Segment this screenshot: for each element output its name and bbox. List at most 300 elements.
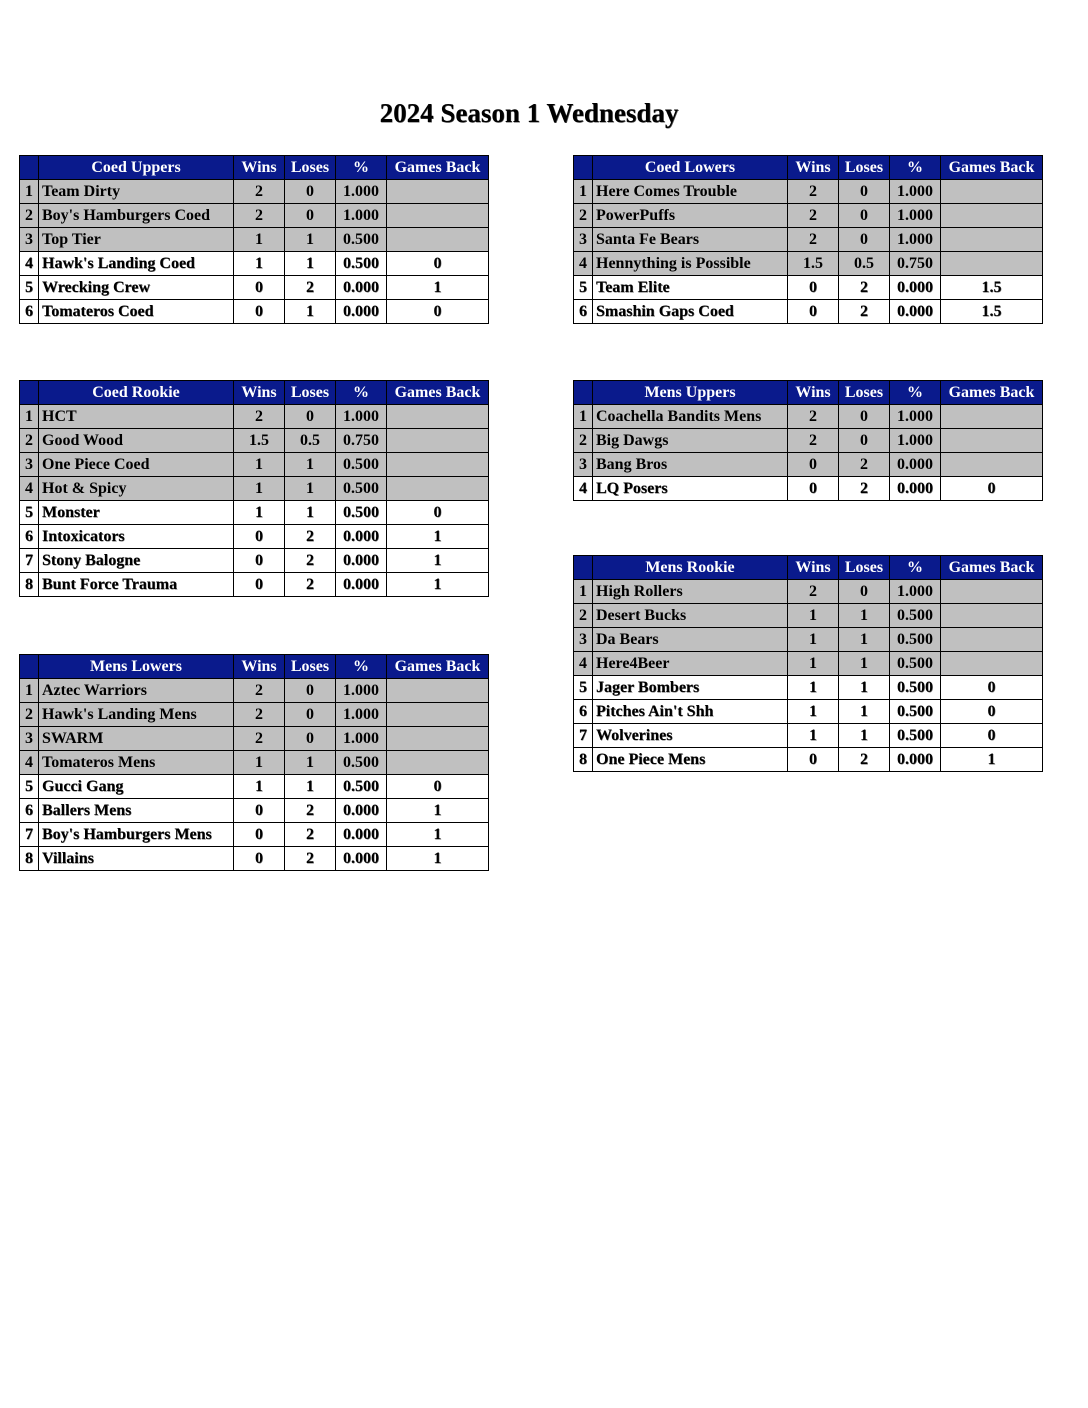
- games-back-cell: [387, 679, 489, 703]
- team-name-cell: Aztec Warriors: [39, 679, 234, 703]
- pct-header: %: [336, 381, 387, 405]
- wins-cell: 0: [234, 276, 285, 300]
- games-back-cell: [941, 204, 1043, 228]
- table-row: [20, 300, 489, 324]
- games-back-header: Games Back: [387, 381, 489, 405]
- games-back-cell: 1: [387, 276, 489, 300]
- loses-cell: 2: [285, 549, 336, 573]
- rank-cell: 1: [20, 180, 39, 204]
- rank-cell: 5: [20, 501, 39, 525]
- team-name-cell: Stony Balogne: [39, 549, 234, 573]
- rank-header: [20, 156, 39, 180]
- loses-cell: 0: [839, 228, 890, 252]
- games-back-cell: 1: [387, 573, 489, 597]
- team-name-cell: Ballers Mens: [39, 799, 234, 823]
- pct-cell: 0.000: [336, 823, 387, 847]
- pct-cell: 1.000: [336, 204, 387, 228]
- wins-header: Wins: [234, 655, 285, 679]
- pct-cell: 1.000: [336, 180, 387, 204]
- table-row: [20, 549, 489, 573]
- wins-cell: 2: [234, 679, 285, 703]
- team-name-cell: Tomateros Coed: [39, 300, 234, 324]
- table-row: [20, 405, 489, 429]
- table-row: [20, 751, 489, 775]
- wins-header: Wins: [234, 156, 285, 180]
- pct-header: %: [890, 156, 941, 180]
- rank-cell: 2: [20, 429, 39, 453]
- pct-cell: 1.000: [890, 228, 941, 252]
- table-row: [20, 799, 489, 823]
- team-name-cell: Hennything is Possible: [593, 252, 788, 276]
- pct-cell: 0.500: [336, 252, 387, 276]
- team-name-cell: Jager Bombers: [593, 676, 788, 700]
- team-name-cell: Pitches Ain't Shh: [593, 700, 788, 724]
- pct-header: %: [890, 556, 941, 580]
- games-back-cell: 0: [941, 477, 1043, 501]
- games-back-cell: [387, 180, 489, 204]
- rank-cell: 4: [20, 751, 39, 775]
- pct-cell: 0.000: [890, 276, 941, 300]
- loses-cell: 1: [285, 477, 336, 501]
- rank-cell: 7: [20, 549, 39, 573]
- pct-cell: 1.000: [336, 727, 387, 751]
- loses-cell: 0: [839, 204, 890, 228]
- loses-cell: 1: [285, 775, 336, 799]
- games-back-cell: [387, 204, 489, 228]
- pct-cell: 0.000: [336, 573, 387, 597]
- pct-cell: 0.750: [890, 252, 941, 276]
- team-name-cell: Boy's Hamburgers Mens: [39, 823, 234, 847]
- team-name-cell: Tomateros Mens: [39, 751, 234, 775]
- pct-cell: 0.500: [336, 228, 387, 252]
- pct-cell: 1.000: [890, 204, 941, 228]
- rank-cell: 6: [574, 700, 593, 724]
- team-name-cell: Intoxicators: [39, 525, 234, 549]
- games-back-cell: 1: [387, 549, 489, 573]
- standings-table-mens-lowers: [19, 654, 489, 871]
- pct-header: %: [890, 381, 941, 405]
- table-row: [574, 700, 1043, 724]
- team-name-cell: Da Bears: [593, 628, 788, 652]
- wins-cell: 1: [234, 501, 285, 525]
- pct-cell: 0.000: [336, 549, 387, 573]
- games-back-cell: 0: [387, 252, 489, 276]
- games-back-cell: [941, 628, 1043, 652]
- games-back-cell: [941, 453, 1043, 477]
- wins-cell: 2: [788, 228, 839, 252]
- table-row: [574, 477, 1043, 501]
- games-back-header: Games Back: [941, 381, 1043, 405]
- loses-cell: 1: [285, 453, 336, 477]
- rank-cell: 3: [20, 453, 39, 477]
- rank-cell: 1: [574, 405, 593, 429]
- rank-cell: 8: [574, 748, 593, 772]
- loses-cell: 2: [285, 573, 336, 597]
- team-name-cell: Wolverines: [593, 724, 788, 748]
- wins-cell: 1: [234, 252, 285, 276]
- team-name-cell: Boy's Hamburgers Coed: [39, 204, 234, 228]
- team-name-cell: LQ Posers: [593, 477, 788, 501]
- wins-header: Wins: [788, 556, 839, 580]
- games-back-cell: [941, 252, 1043, 276]
- loses-header: Loses: [285, 156, 336, 180]
- wins-cell: 2: [788, 405, 839, 429]
- games-back-cell: 0: [387, 501, 489, 525]
- wins-cell: 0: [234, 573, 285, 597]
- team-name-cell: HCT: [39, 405, 234, 429]
- table-header-row: [574, 156, 1043, 180]
- loses-cell: 2: [839, 300, 890, 324]
- pct-cell: 0.000: [336, 799, 387, 823]
- table-row: [20, 679, 489, 703]
- table-row: [574, 228, 1043, 252]
- division-name: Mens Uppers: [593, 381, 788, 405]
- pct-cell: 1.000: [336, 679, 387, 703]
- loses-cell: 2: [285, 823, 336, 847]
- wins-cell: 1: [788, 724, 839, 748]
- loses-cell: 2: [285, 847, 336, 871]
- loses-cell: 0: [285, 679, 336, 703]
- table-row: [574, 724, 1043, 748]
- games-back-cell: [941, 405, 1043, 429]
- rank-cell: 6: [20, 300, 39, 324]
- games-back-cell: [941, 228, 1043, 252]
- table-row: [20, 453, 489, 477]
- rank-header: [20, 655, 39, 679]
- pct-cell: 1.000: [890, 429, 941, 453]
- pct-cell: 0.500: [336, 453, 387, 477]
- table-header-row: [574, 381, 1043, 405]
- pct-cell: 0.500: [890, 700, 941, 724]
- rank-cell: 3: [574, 453, 593, 477]
- pct-cell: 1.000: [336, 703, 387, 727]
- wins-cell: 0: [788, 276, 839, 300]
- pct-cell: 0.000: [890, 748, 941, 772]
- wins-header: Wins: [234, 381, 285, 405]
- table-row: [20, 228, 489, 252]
- table-row: [20, 727, 489, 751]
- team-name-cell: Santa Fe Bears: [593, 228, 788, 252]
- table-header-row: [20, 156, 489, 180]
- rank-header: [574, 556, 593, 580]
- table-header-row: [20, 381, 489, 405]
- rank-cell: 5: [20, 276, 39, 300]
- games-back-cell: [387, 727, 489, 751]
- division-name: Mens Lowers: [39, 655, 234, 679]
- loses-cell: 1: [839, 676, 890, 700]
- table-row: [20, 252, 489, 276]
- loses-cell: 0: [839, 405, 890, 429]
- rank-cell: 2: [574, 604, 593, 628]
- pct-header: %: [336, 156, 387, 180]
- loses-cell: 0.5: [285, 429, 336, 453]
- loses-cell: 2: [285, 799, 336, 823]
- loses-cell: 1: [839, 652, 890, 676]
- games-back-cell: [387, 477, 489, 501]
- wins-cell: 2: [234, 204, 285, 228]
- games-back-cell: 0: [941, 676, 1043, 700]
- wins-cell: 1: [788, 628, 839, 652]
- rank-cell: 5: [574, 676, 593, 700]
- games-back-cell: [387, 703, 489, 727]
- rank-cell: 4: [20, 477, 39, 501]
- pct-cell: 1.000: [336, 405, 387, 429]
- pct-cell: 1.000: [890, 180, 941, 204]
- pct-cell: 0.500: [336, 501, 387, 525]
- games-back-cell: [387, 429, 489, 453]
- rank-cell: 1: [20, 405, 39, 429]
- team-name-cell: Bang Bros: [593, 453, 788, 477]
- table-row: [574, 580, 1043, 604]
- division-name: Coed Uppers: [39, 156, 234, 180]
- loses-cell: 2: [839, 748, 890, 772]
- table-row: [574, 453, 1043, 477]
- wins-cell: 2: [234, 405, 285, 429]
- rank-header: [574, 381, 593, 405]
- rank-header: [20, 381, 39, 405]
- pct-cell: 0.500: [890, 676, 941, 700]
- wins-cell: 0: [788, 453, 839, 477]
- games-back-cell: 1: [387, 525, 489, 549]
- pct-cell: 0.000: [890, 453, 941, 477]
- games-back-cell: 1: [387, 847, 489, 871]
- loses-cell: 2: [285, 276, 336, 300]
- games-back-cell: [941, 652, 1043, 676]
- rank-cell: 1: [574, 580, 593, 604]
- rank-cell: 3: [20, 228, 39, 252]
- standings-table-coed-uppers: [19, 155, 489, 324]
- rank-cell: 6: [574, 300, 593, 324]
- table-row: [574, 604, 1043, 628]
- rank-header: [574, 156, 593, 180]
- team-name-cell: Villains: [39, 847, 234, 871]
- rank-cell: 4: [574, 477, 593, 501]
- rank-cell: 3: [574, 228, 593, 252]
- wins-cell: 2: [234, 703, 285, 727]
- team-name-cell: One Piece Mens: [593, 748, 788, 772]
- games-back-header: Games Back: [941, 156, 1043, 180]
- wins-cell: 0: [234, 799, 285, 823]
- wins-cell: 1: [788, 652, 839, 676]
- table-row: [20, 204, 489, 228]
- table-row: [574, 652, 1043, 676]
- loses-cell: 1: [285, 751, 336, 775]
- table-row: [20, 573, 489, 597]
- wins-cell: 2: [788, 180, 839, 204]
- rank-cell: 2: [574, 429, 593, 453]
- loses-cell: 2: [285, 525, 336, 549]
- table-row: [574, 180, 1043, 204]
- loses-header: Loses: [839, 156, 890, 180]
- team-name-cell: Bunt Force Trauma: [39, 573, 234, 597]
- table-row: [574, 276, 1043, 300]
- rank-cell: 4: [574, 652, 593, 676]
- loses-cell: 1: [285, 228, 336, 252]
- pct-cell: 0.000: [890, 300, 941, 324]
- table-row: [20, 501, 489, 525]
- rank-cell: 6: [20, 525, 39, 549]
- games-back-cell: 1: [387, 823, 489, 847]
- team-name-cell: Coachella Bandits Mens: [593, 405, 788, 429]
- loses-header: Loses: [285, 655, 336, 679]
- pct-cell: 0.000: [890, 477, 941, 501]
- games-back-cell: 1: [387, 799, 489, 823]
- wins-cell: 1: [234, 453, 285, 477]
- pct-cell: 0.500: [890, 604, 941, 628]
- games-back-cell: [387, 453, 489, 477]
- loses-header: Loses: [839, 381, 890, 405]
- team-name-cell: Big Dawgs: [593, 429, 788, 453]
- games-back-cell: [387, 751, 489, 775]
- team-name-cell: Hawk's Landing Coed: [39, 252, 234, 276]
- division-name: Coed Lowers: [593, 156, 788, 180]
- table-row: [574, 405, 1043, 429]
- pct-cell: 1.000: [890, 580, 941, 604]
- wins-cell: 0: [788, 748, 839, 772]
- loses-cell: 1: [839, 604, 890, 628]
- rank-cell: 5: [574, 276, 593, 300]
- rank-cell: 5: [20, 775, 39, 799]
- rank-cell: 2: [20, 703, 39, 727]
- standings-table-coed-lowers: [573, 155, 1043, 324]
- table-row: [20, 477, 489, 501]
- team-name-cell: PowerPuffs: [593, 204, 788, 228]
- wins-cell: 1: [234, 477, 285, 501]
- wins-cell: 0: [234, 549, 285, 573]
- rank-cell: 2: [20, 204, 39, 228]
- loses-cell: 2: [839, 276, 890, 300]
- division-name: Coed Rookie: [39, 381, 234, 405]
- team-name-cell: Desert Bucks: [593, 604, 788, 628]
- loses-cell: 1: [285, 252, 336, 276]
- games-back-cell: 0: [941, 700, 1043, 724]
- team-name-cell: Top Tier: [39, 228, 234, 252]
- rank-cell: 3: [574, 628, 593, 652]
- rank-cell: 1: [574, 180, 593, 204]
- pct-cell: 0.000: [336, 525, 387, 549]
- games-back-cell: 1: [941, 748, 1043, 772]
- games-back-cell: [941, 580, 1043, 604]
- loses-cell: 0: [839, 180, 890, 204]
- loses-cell: 1: [839, 724, 890, 748]
- wins-cell: 0: [788, 477, 839, 501]
- loses-header: Loses: [839, 556, 890, 580]
- team-name-cell: Hot & Spicy: [39, 477, 234, 501]
- standings-table-mens-rookie: [573, 555, 1043, 772]
- pct-cell: 0.000: [336, 847, 387, 871]
- team-name-cell: Team Elite: [593, 276, 788, 300]
- loses-cell: 2: [839, 477, 890, 501]
- loses-cell: 1: [285, 300, 336, 324]
- loses-cell: 0: [285, 204, 336, 228]
- table-row: [574, 748, 1043, 772]
- games-back-cell: 0: [387, 300, 489, 324]
- wins-cell: 0: [788, 300, 839, 324]
- team-name-cell: Here Comes Trouble: [593, 180, 788, 204]
- games-back-cell: [941, 180, 1043, 204]
- table-header-row: [20, 655, 489, 679]
- pct-cell: 1.000: [890, 405, 941, 429]
- pct-cell: 0.500: [890, 724, 941, 748]
- team-name-cell: High Rollers: [593, 580, 788, 604]
- loses-cell: 0: [839, 580, 890, 604]
- games-back-cell: [387, 228, 489, 252]
- division-name: Mens Rookie: [593, 556, 788, 580]
- team-name-cell: Wrecking Crew: [39, 276, 234, 300]
- wins-header: Wins: [788, 381, 839, 405]
- team-name-cell: SWARM: [39, 727, 234, 751]
- pct-cell: 0.500: [890, 652, 941, 676]
- loses-cell: 0: [285, 703, 336, 727]
- table-row: [20, 847, 489, 871]
- table-row: [20, 525, 489, 549]
- pct-header: %: [336, 655, 387, 679]
- loses-header: Loses: [285, 381, 336, 405]
- standings-table-mens-uppers: [573, 380, 1043, 501]
- standings-table-coed-rookie: [19, 380, 489, 597]
- rank-cell: 8: [20, 573, 39, 597]
- games-back-header: Games Back: [941, 556, 1043, 580]
- rank-cell: 3: [20, 727, 39, 751]
- wins-cell: 2: [234, 727, 285, 751]
- wins-cell: 1: [234, 751, 285, 775]
- wins-cell: 1: [788, 676, 839, 700]
- games-back-cell: [941, 604, 1043, 628]
- table-row: [574, 676, 1043, 700]
- games-back-cell: [941, 429, 1043, 453]
- wins-cell: 2: [788, 204, 839, 228]
- rank-cell: 1: [20, 679, 39, 703]
- rank-cell: 6: [20, 799, 39, 823]
- loses-cell: 1: [839, 628, 890, 652]
- games-back-cell: 1.5: [941, 300, 1043, 324]
- table-row: [20, 775, 489, 799]
- games-back-cell: [387, 405, 489, 429]
- wins-cell: 1.5: [788, 252, 839, 276]
- wins-cell: 1: [788, 700, 839, 724]
- wins-cell: 0: [234, 300, 285, 324]
- loses-cell: 1: [285, 501, 336, 525]
- wins-cell: 0: [234, 823, 285, 847]
- loses-cell: 0: [285, 180, 336, 204]
- wins-cell: 2: [788, 429, 839, 453]
- rank-cell: 4: [574, 252, 593, 276]
- team-name-cell: Smashin Gaps Coed: [593, 300, 788, 324]
- wins-cell: 1: [234, 228, 285, 252]
- loses-cell: 0: [285, 405, 336, 429]
- games-back-cell: 1.5: [941, 276, 1043, 300]
- rank-cell: 8: [20, 847, 39, 871]
- pct-cell: 0.500: [336, 775, 387, 799]
- rank-cell: 4: [20, 252, 39, 276]
- page-title: 2024 Season 1 Wednesday: [379, 98, 679, 128]
- pct-cell: 0.000: [336, 276, 387, 300]
- wins-cell: 1: [234, 775, 285, 799]
- table-row: [20, 703, 489, 727]
- team-name-cell: Gucci Gang: [39, 775, 234, 799]
- rank-cell: 7: [20, 823, 39, 847]
- team-name-cell: Monster: [39, 501, 234, 525]
- table-row: [20, 180, 489, 204]
- wins-cell: 0: [234, 847, 285, 871]
- team-name-cell: Team Dirty: [39, 180, 234, 204]
- table-row: [574, 300, 1043, 324]
- team-name-cell: Hawk's Landing Mens: [39, 703, 234, 727]
- table-row: [20, 276, 489, 300]
- games-back-header: Games Back: [387, 655, 489, 679]
- games-back-header: Games Back: [387, 156, 489, 180]
- team-name-cell: Good Wood: [39, 429, 234, 453]
